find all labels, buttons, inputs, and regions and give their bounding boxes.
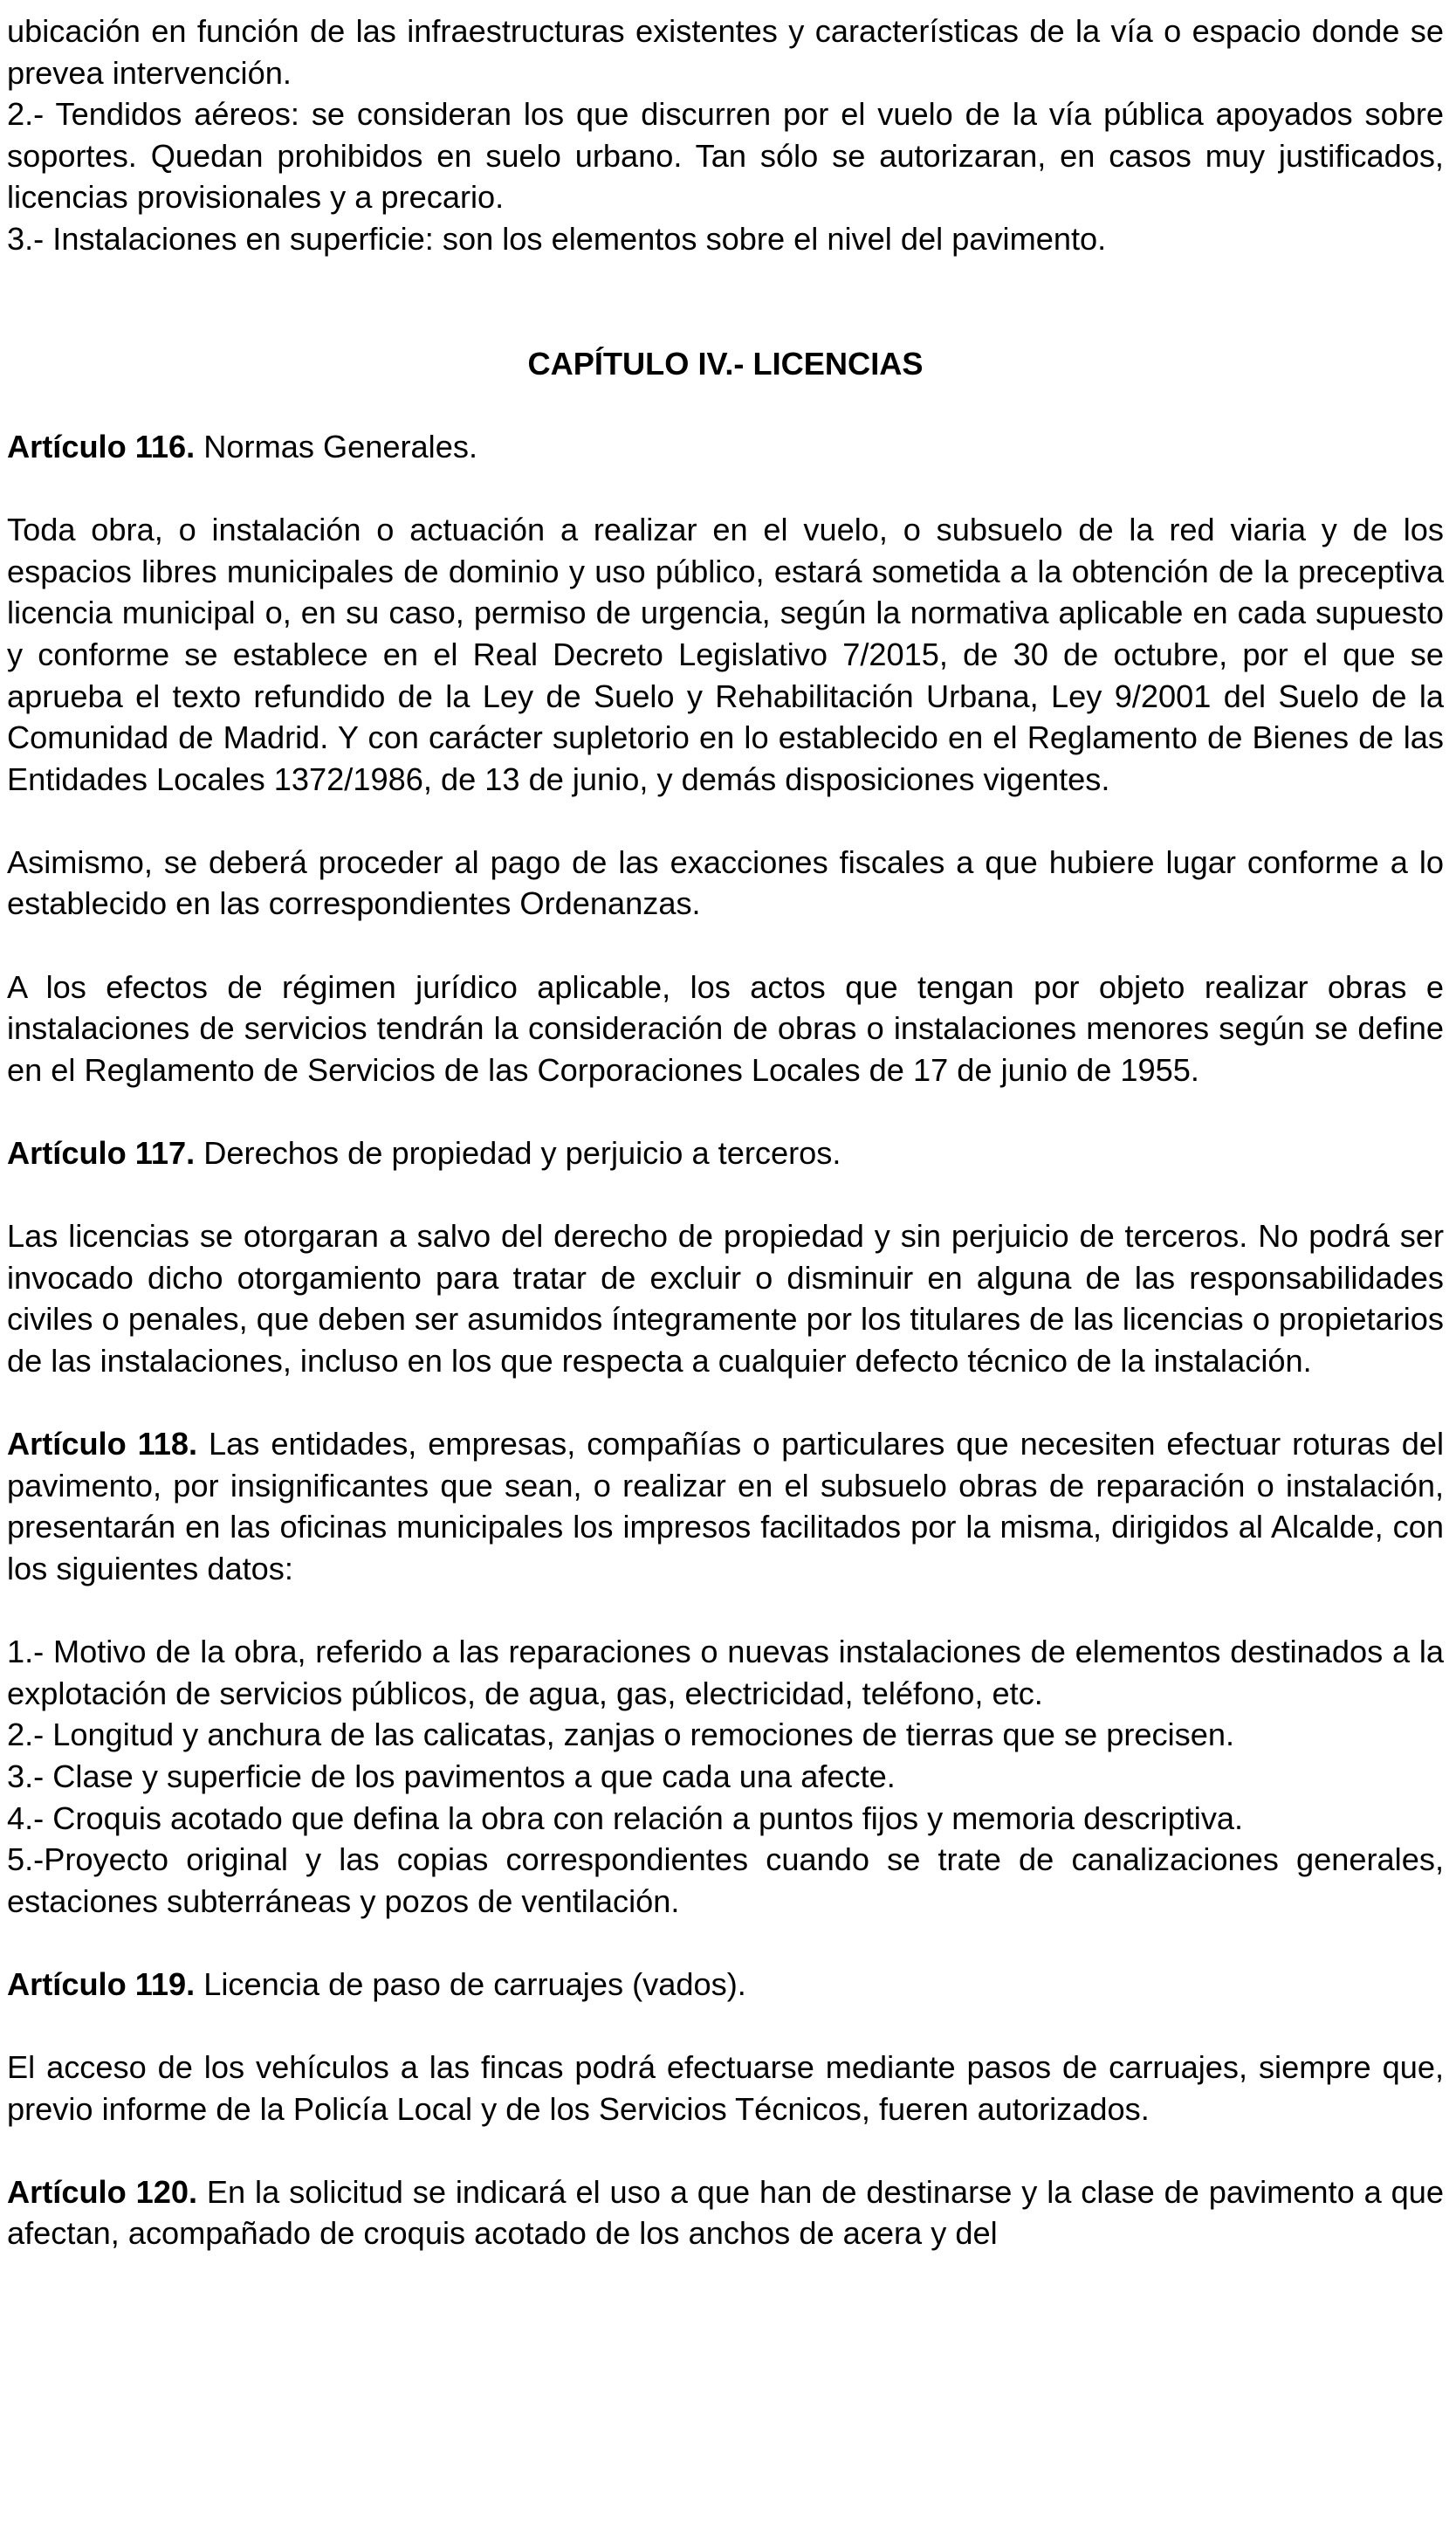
spacer (7, 1091, 1444, 1132)
article-118-paragraph (7, 1423, 1444, 1589)
article-118-item-1: 1.- Motivo de la obra, referido a las reparaciones o nuevas instalaciones de elementos destinados a la explotación de servicios públicos, de agua, gas, electricidad, teléfono, etc. (7, 1634, 1444, 1711)
article-118-item-5: 5.-Proyecto original y las copias correspondientes cuando se trate de canalizaciones generales, estaciones subterráneas y pozos de ventilación. (7, 1841, 1444, 1919)
article-117-paragraph-1: Las licencias se otorgaran a salvo del derecho de propiedad y sin perjuicio de terceros. No podrá ser invocado dicho otorgamiento para tratar de excluir o disminuir en alguna de las responsabilidades civiles o penales, que deben ser asumidos íntegramente por los titulares de las licencias o propietarios de las instalaciones, incluso en los que respecta a cualquier defecto técnico de la instalación. (7, 1218, 1444, 1379)
article-118-label: Artículo 118. (7, 1426, 198, 1462)
document-page (7, 10, 1444, 2254)
article-116-paragraph-1: Toda obra, o instalación o actuación a realizar en el vuelo, o subsuelo de la red viaria y de los espacios libres municipales de dominio y uso público, estará sometida a la obtención de la preceptiva licencia municipal o, en su caso, permiso de urgencia, según la normativa aplicable en cada supuesto y conforme se establece en el Real Decreto Legislativo 7/2015, de 30 de octubre, por el que se aprueba el texto refundido de la Ley de Suelo y Rehabilitación Urbana, Ley 9/2001 del Suelo de la Comunidad de Madrid. Y con carácter supletorio en lo establecido en el Reglamento de Bienes de las Entidades Locales 1372/1986, de 13 de junio, y demás disposiciones vigentes. (7, 512, 1444, 797)
article-116-paragraph-2: Asimismo, se deberá proceder al pago de las exacciones fiscales a que hubiere lugar conforme a lo establecido en las correspondientes Ordenanzas. (7, 843, 1444, 922)
spacer (7, 1174, 1444, 1216)
article-119-label: Artículo 119. (7, 1965, 196, 2002)
article-118-item-2: 2.- Longitud y anchura de las calicatas, zanjas o remociones de tierras que se precisen. (7, 1717, 1235, 1753)
article-120-paragraph (7, 2171, 1444, 2254)
spacer (7, 2130, 1444, 2171)
article-116-title: Normas Generales. (195, 428, 477, 464)
intro-paragraph: ubicación en función de las infraestructuras existentes y características de la vía o espacio donde se prevea intervención. (7, 13, 1444, 91)
chapter-title: CAPÍTULO IV.- LICENCIAS (527, 345, 924, 382)
article-119-heading (7, 1964, 1444, 2006)
article-117-label: Artículo 117. (7, 1135, 196, 1172)
spacer (7, 1590, 1444, 1632)
article-116-label: Artículo 116. (7, 428, 196, 464)
article-119-paragraph-1: El acceso de los vehículos a las fincas podrá efectuarse mediante pasos de carruajes, siempre que, previo informe de la Policía Local y de los Servicios Técnicos, fueren autorizados. (7, 2049, 1444, 2127)
spacer (7, 468, 1444, 510)
article-120-text: En la solicitud se indicará el uso a que han de destinarse y la clase de pavimento a que afectan, acompañado de croquis acotado de los anchos de acera y del (7, 2173, 1444, 2252)
spacer (7, 1922, 1444, 1964)
article-117-heading (7, 1132, 1444, 1174)
spacer (7, 384, 1444, 426)
spacer (7, 925, 1444, 967)
article-119-title: Licencia de paso de carruajes (vados). (195, 1965, 746, 2002)
article-118-text: Las entidades, empresas, compañías o particulares que necesiten efectuar roturas del pavimento, por insignificantes que sean, o realizar en el subsuelo obras de reparación o instalación, presentarán en las oficinas municipales los impresos facilitados por la misma, dirigidos al Alcalde, con los siguientes datos: (7, 1426, 1445, 1586)
article-116-paragraph-3: A los efectos de régimen jurídico aplicable, los actos que tengan por objeto realizar obras e instalaciones de servicios tendrán la consideración de obras o instalaciones menores según se define en el Reglamento de Servicios de las Corporaciones Locales de 17 de junio de 1955. (7, 968, 1444, 1088)
spacer (7, 800, 1444, 842)
spacer (7, 260, 1444, 343)
article-117-title: Derechos de propiedad y perjuicio a terceros. (195, 1135, 841, 1172)
spacer (7, 2006, 1444, 2047)
article-118-item-4: 4.- Croquis acotado que defina la obra con relación a puntos fijos y memoria descriptiva. (7, 1799, 1244, 1836)
article-118-item-3: 3.- Clase y superficie de los pavimentos a que cada una afecte. (7, 1758, 896, 1794)
article-116-heading (7, 426, 1444, 468)
intro-item-2: 2.- Tendidos aéreos: se consideran los que discurren por el vuelo de la vía pública apoyados sobre soportes. Quedan prohibidos en suelo urbano. Tan sólo se autorizaran, en casos muy justificados, licencias provisionales y a precario. (7, 96, 1444, 216)
spacer (7, 1382, 1444, 1424)
article-120-label: Artículo 120. (7, 2173, 198, 2210)
intro-item-3: 3.- Instalaciones en superficie: son los elementos sobre el nivel del pavimento. (7, 220, 1107, 257)
